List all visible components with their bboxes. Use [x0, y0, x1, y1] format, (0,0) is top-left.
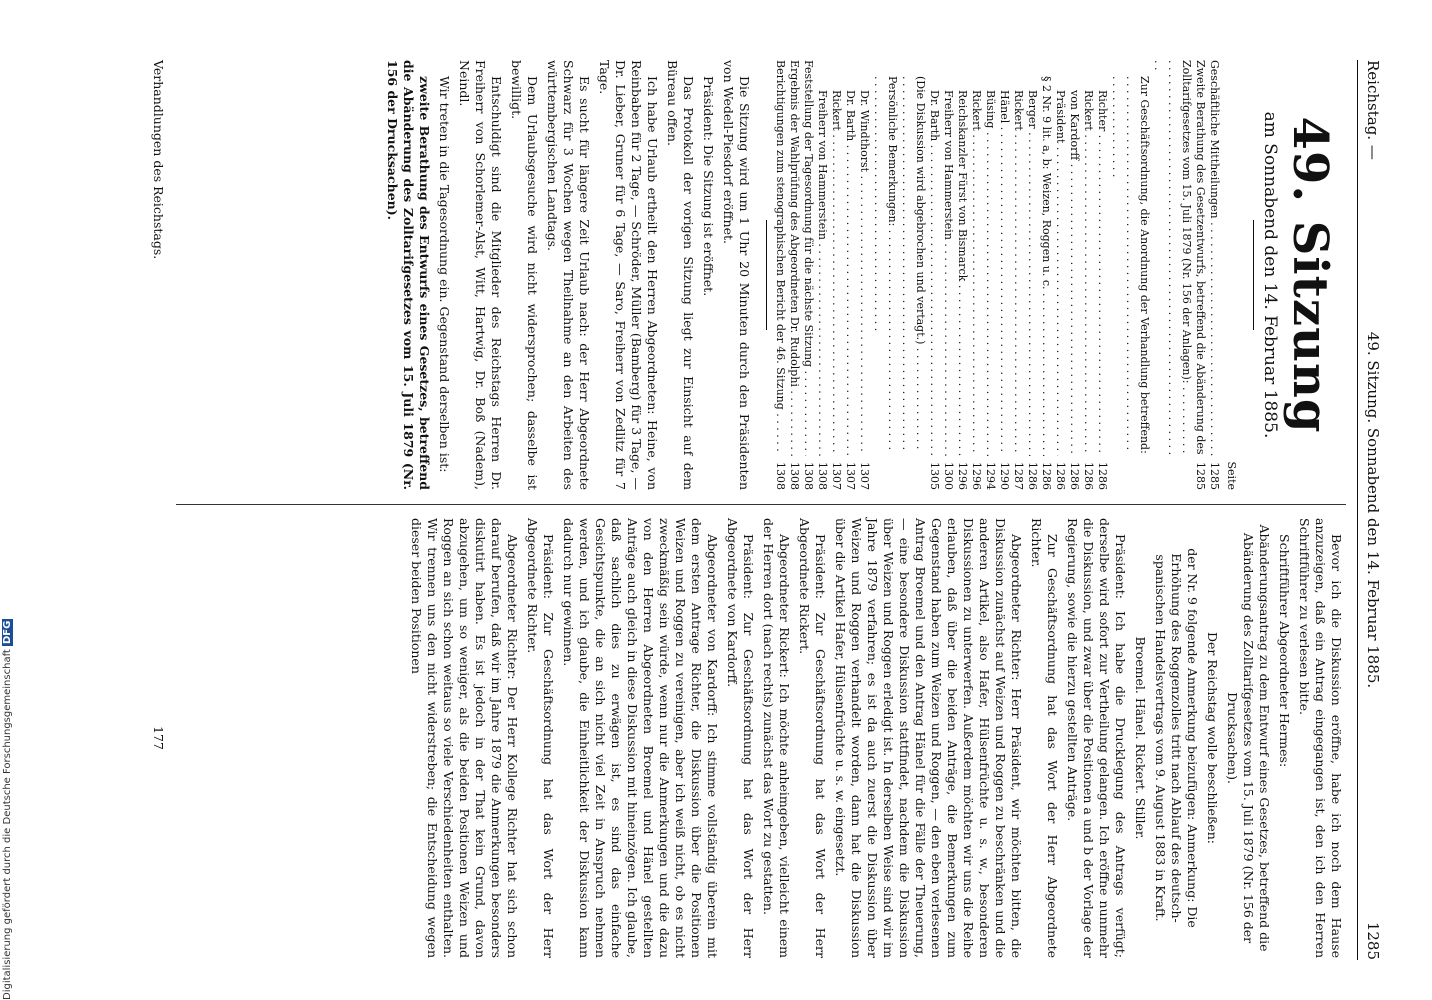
session-title: 49. Sitzung	[1282, 116, 1338, 434]
toc-entry-text: Büsing . . .	[983, 60, 997, 456]
toc-entry	[983, 60, 997, 490]
toc-entry-page: 1286	[1068, 462, 1081, 490]
right-paragraph: Abgeordneter von Kardorff: Ich stimme vollständig überein mit dem ersten Antrage Richter, die Diskussion über die Positionen Weizen und Roggen zu vereinigen, aber ich weiß nicht, ob es nicht zweckmäßig sein würde, wenn nur die Anmerkungen und die dazu von den Herren Abgeordneten Broemel und Hänel gestellten Anträge auch gleich in diese Diskussion mit hineinzögen. Ich glaube, daß sachlich dies zu erwägen ist, es sind das einfache Gesichtspunkte, die an sich nicht viel Zeit in Anspruch nehmen werden, und ich glaube, die Einheitlichkeit der Diskussion kann dadurch nur gewinnen.	[561, 518, 720, 958]
toc-entry	[1081, 60, 1095, 490]
right-paragraph: Zur Geschäftsordnung hat das Wort der Herr Abgeordnete Richter.	[1029, 518, 1060, 958]
right-paragraph: Präsident: Ich habe die Drucklegung des Antrags verfügt; derselbe wird sofort zur Vertheilung gelangen. Ich eröffne nunmehr die Diskussion, und zwar über die Positionen a und b der Vorlage der Regierung, sowie die hierzu gestellten Anträge.	[1065, 518, 1128, 958]
toc-entry-text: Hänel . . .	[997, 60, 1011, 456]
toc-entry	[1151, 60, 1207, 490]
right-paragraph: der Nr. 9 folgende Anmerkung beizufügen: Anmerkung: Die Erhöhung des Roggenzolles tritt nach Ablauf des deutsch-spanischen Handelsvertrags vom 9. August 1883 in Kraft.	[1153, 548, 1200, 928]
toc-entry	[787, 60, 801, 490]
toc-entry-text: Freiherr von Hammerstein . . .	[815, 60, 829, 456]
left-paragraph: Es sucht für längere Zeit Urlaub nach: der Herr Abgeordnete Schwarz für 3 Wochen wegen Theilnahme an den Arbeiten des württembergischen Landtags.	[545, 60, 592, 490]
toc-entry-page: 1307	[844, 462, 857, 490]
toc-entry-page: 1307	[858, 462, 871, 490]
toc-entry-text: Berichtigungen zum stenographischen Bericht der 46. Sitzung . . .	[773, 60, 787, 456]
toc-entry-text: Berger . . .	[1025, 60, 1039, 456]
toc-entry-text: (Die Diskussion wird abgebrochen und vertagt.) . . .	[899, 60, 927, 456]
toc-entry-page: 1290	[998, 462, 1011, 490]
toc-entry	[941, 60, 955, 490]
toc-entry-page: 1307	[830, 462, 843, 490]
toc-entry-text: Rickert . . .	[829, 60, 843, 456]
left-paragraph: zweite Berathung des Entwurfs eines Gesetzes, betreffend die Abänderung des Zolltarifgesetzes vom 15. Juli 1879 (Nr. 156 der Drucksachen).	[385, 60, 432, 490]
toc-entry-page: 1286	[1082, 462, 1095, 490]
toc-entry-text: von Kardorff . . .	[1067, 60, 1081, 456]
right-paragraph: Abgeordneter Richter: Herr Präsident, wir möchten bitten, die Diskussion zunächst auf Weizen und Roggen zu beschränken und die anderen Artikel, also Hafer, Hülsenfrüchte u. s. w., besonderen Diskussionen zu unterwerfen. Außerdem möchten wir uns die Reihe erlauben, daß über die beiden Anträge, die Bemerkungen zum Gegenstand haben zum Weizen und Roggen, — den eben verlesenen Antrag Broemel und den Antrag Hänel für die Fälle der Theuerung, — eine besondere Diskussion stattfindet, nachdem die Diskussion über Weizen und Roggen erledigt ist. In derselben Weise sind wir im Jahre 1879 verfahren; es ist da auch zuerst die Diskussion über Weizen und Roggen verhandelt worden, dann hat die Diskussion über die Artikel Hafer, Hülsenfrüchte u. s. w. eingesetzt.	[833, 518, 1024, 958]
toc-entry	[955, 60, 969, 490]
toc-entry-text: Geschäftliche Mittheilungen . . .	[1207, 60, 1221, 456]
dfg-credit-text: Digitalisierung gefördert durch die Deutsche Forschungsgemeinschaft	[2, 649, 13, 1000]
right-paragraph: Abänderungsantrag zu dem Entwurf eines Gesetzes, betreffend die Abänderung des Zolltarifgesetzes vom 15. Juli 1879 (Nr. 156 der Drucksachen).	[1225, 524, 1272, 952]
left-body-text	[384, 60, 752, 490]
toc-entry-text: Persönliche Bemerkungen: . . .	[871, 60, 899, 456]
left-paragraph: Dem Urlaubsgesuche wird nicht widersprochen; dasselbe ist bewilligt.	[509, 60, 540, 490]
toc-entry-page: 1286	[1040, 462, 1053, 490]
right-paragraph: Abgeordneter Richter: Der Herr Kollege Richter hat sich schon darauf berufen, daß wir im Jahre 1879 die Anmerkungen besonders diskutirt haben. Es ist jedoch in der That kein Grund, davon abzugehen, um so weniger, als die beiden Positionen Weizen und Roggen an sich schon weitaus so viele Verschiedenheiten enthalten. Wir trennen uns den nicht widerstreben; die Entscheidung wegen dieser beiden Positionen	[409, 518, 520, 958]
dfg-logo: DFG	[2, 620, 13, 644]
toc-entry-text: Richter . . .	[1095, 60, 1109, 456]
footer-left: Verhandlungen des Reichstags.	[151, 60, 166, 260]
right-paragraph: Broemel. Hänel. Rickert. Stiller.	[1133, 636, 1148, 840]
column-divider	[176, 504, 1346, 505]
header-left: Reichstag. —	[1364, 60, 1382, 160]
toc-entry	[1095, 60, 1109, 490]
toc-entry-page	[899, 456, 927, 490]
document-page	[26, 20, 1406, 980]
toc-entry-text: Dr. Barth . . .	[843, 60, 857, 456]
toc-entry	[815, 60, 829, 490]
right-paragraph: Präsident: Zur Geschäftsordnung hat das Wort der Herr Abgeordnete von Kardorff.	[725, 518, 756, 958]
left-paragraph: Wir treten in die Tagesordnung ein. Gegenstand derselben ist:	[437, 76, 452, 473]
toc-entry-text: Zur Geschäftsordnung, die Anordnung der Verhandlung betreffend: . . .	[1109, 60, 1151, 456]
right-paragraph: Präsident: Zur Geschäftsordnung hat das Wort der Herr Abgeordnete Rickert.	[797, 518, 828, 958]
title-divider	[1253, 220, 1254, 330]
toc-entry	[843, 60, 857, 490]
toc-entry-page: 1296	[956, 462, 969, 490]
toc-entry	[899, 60, 927, 490]
right-paragraph: Präsident: Zur Geschäftsordnung hat das Wort der Herr Abgeordnete Richter.	[525, 518, 556, 958]
toc-entry-page: 1286	[1096, 462, 1109, 490]
toc-entry-page: 1287	[1012, 462, 1025, 490]
toc-entry	[1025, 60, 1039, 490]
toc-entry-text: Rickert . . .	[969, 60, 983, 456]
toc-entry-page: 1308	[816, 462, 829, 490]
toc-entry-text: Freiherr von Hammerstein . . .	[941, 60, 955, 456]
toc-entry-text: Reichskanzler Fürst von Bismarck . . .	[955, 60, 969, 456]
right-paragraph: Der Reichstag wolle beschließen:	[1205, 632, 1220, 844]
dfg-credit	[2, 600, 16, 1000]
toc-entry	[1039, 60, 1053, 490]
toc-entry-page: 1286	[1054, 462, 1067, 490]
toc-entry	[1053, 60, 1067, 490]
toc-entry-page: 1286	[1026, 462, 1039, 490]
running-header	[1357, 60, 1384, 960]
left-paragraph: Das Protokoll der vorigen Sitzung liegt zur Einsicht auf dem Büreau offen.	[665, 60, 696, 490]
toc-entry	[829, 60, 843, 490]
toc-entry-text: Zweite Berathung des Gesetzentwurfs, betreffend die Abänderung des Zolltarifgesetzes vom 15. Juli 1879 (Nr. 156 der Anlagen): . . .	[1151, 60, 1207, 456]
toc-entry	[1207, 60, 1221, 490]
right-paragraph: Abgeordneter Rickert: Ich möchte anheimgeben, vielleicht einem der Herren dort (nach rechts) zunächst das Wort zu gestatten.	[761, 518, 792, 958]
left-paragraph: Ich habe Urlaub ertheilt den Herren Abgeordneten: Heine, von Reinbaben für 2 Tage, — Schröder, Müller (Bamberg) für 3 Tage, — Dr. Lieber, Gruner für 6 Tage, — Saro, Freiherr von Zedlitz für 7 Tage.	[597, 60, 660, 490]
toc-entry-text: Präsident . . .	[1053, 60, 1067, 456]
left-paragraph: Entschuldigt sind die Mitglieder des Reichstags Herren Dr. Freiherr von Schorlemer-Alst, Witt, Hartwig, Dr. Boß (Nadem), Neindl.	[457, 60, 504, 490]
toc-entry-page: 1300	[942, 462, 955, 490]
right-paragraph: Schriftführer Abgeordneter Hermes:	[1277, 534, 1292, 768]
toc-entry	[801, 60, 815, 490]
toc-entry-page: 1305	[928, 462, 941, 490]
toc-entry-page: 1308	[774, 462, 787, 490]
toc-entry	[773, 60, 787, 490]
toc-entry	[1109, 60, 1151, 490]
toc-entry	[927, 60, 941, 490]
toc-entry-text: Rickert . . .	[1011, 60, 1025, 456]
toc-entry-page: 1308	[788, 462, 801, 490]
toc-divider	[766, 220, 767, 330]
left-column	[380, 60, 1344, 490]
toc-entry-page	[871, 456, 899, 490]
toc-entry-text: § 2 Nr. 9 lit. a, b: Weizen, Roggen u. c. . . .	[1039, 60, 1053, 456]
toc-entry-page: 1294	[984, 462, 997, 490]
toc-entry-text: Feststellung der Tagesordnung für die nächste Sitzung . . .	[801, 60, 815, 456]
toc-entry	[857, 60, 871, 490]
toc-entry	[969, 60, 983, 490]
toc-seite-label: Seite	[1225, 461, 1238, 490]
toc-entry-page: 1285	[1208, 462, 1221, 490]
right-column	[404, 518, 1344, 958]
toc-entry-page	[1109, 456, 1151, 490]
toc-entry-text: Ergebnis der Wahlprüfung des Abgeordneten Dr. Rudolphi . . .	[787, 60, 801, 456]
toc-entry-text: Dr. Barth . . .	[927, 60, 941, 456]
toc-entry	[1067, 60, 1081, 490]
table-of-contents	[773, 60, 1221, 490]
session-date: am Sonnabend den 14. Februar 1885.	[1260, 111, 1280, 439]
header-page-number: 1285	[1364, 921, 1382, 960]
toc-entry	[871, 60, 899, 490]
toc-entry-page: 1296	[970, 462, 983, 490]
right-paragraph: Bevor ich die Diskussion eröffne, habe ich noch dem Hause anzuzeigen, daß ein Antrag eingegangen ist, den ich den Herren Schriftführer zu verlesen bitte.	[1297, 518, 1344, 958]
toc-entry-text: Rickert . . .	[1081, 60, 1095, 456]
toc-entry-page: 1308	[802, 462, 815, 490]
toc-entry-page: 1285	[1194, 462, 1207, 490]
header-center: 49. Sitzung. Sonnabend den 14. Februar 1885.	[1364, 331, 1382, 689]
left-paragraph: Die Sitzung wird um 1 Uhr 20 Minuten durch den Präsidenten von Wedell-Piesdorf eröffnet.	[721, 60, 752, 490]
left-paragraph: Präsident: Die Sitzung ist eröffnet.	[701, 76, 716, 297]
toc-entry	[1011, 60, 1025, 490]
footer-sheet-number: 177	[151, 726, 166, 750]
toc-entry	[997, 60, 1011, 490]
toc-entry-text: Dr. Windthorst . . .	[857, 60, 871, 456]
